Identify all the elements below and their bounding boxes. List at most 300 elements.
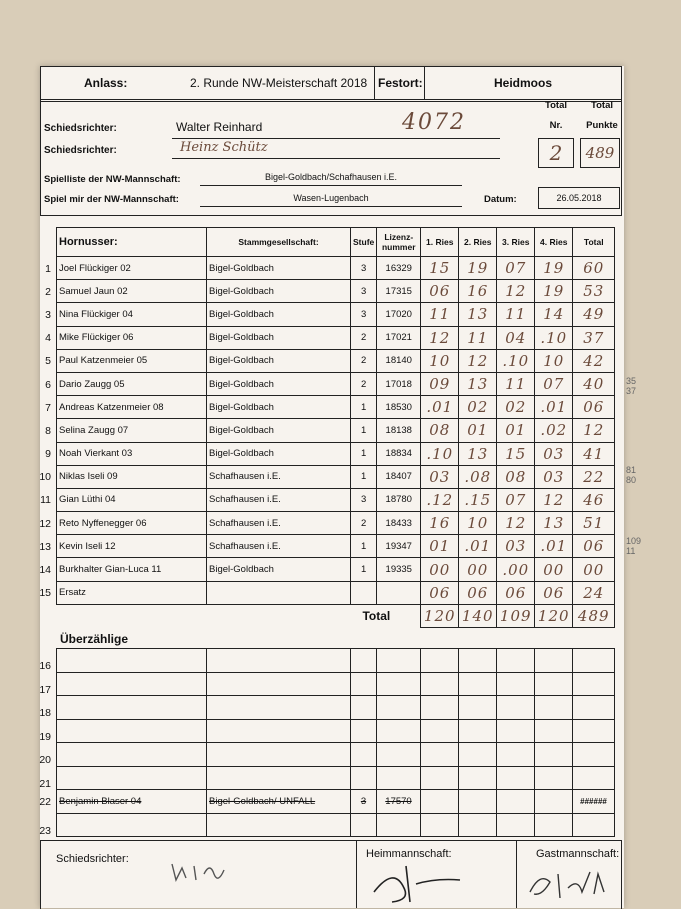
row-number: 5	[45, 355, 51, 368]
col-stufe: Stufe	[351, 228, 377, 257]
player-name: Joel Flückiger 02	[59, 262, 131, 274]
cell-club: Bigel-Goldbach	[207, 326, 351, 349]
cell-total	[573, 719, 615, 743]
player-name: Reto Nyffenegger 06	[59, 517, 147, 529]
cell-stufe: 1	[351, 419, 377, 442]
cell-ries-3: 02	[497, 396, 535, 419]
cell-lizenz: 18407	[377, 465, 421, 488]
total-nr-label: Total Nr.	[545, 100, 567, 131]
cell-ries	[497, 672, 535, 696]
cell-total: 06	[573, 396, 615, 419]
cell-ries-1: .10	[421, 442, 459, 465]
player-name: Mike Flückiger 06	[59, 332, 134, 344]
cell-ries	[535, 672, 573, 696]
datum-label: Datum:	[484, 194, 517, 205]
spielliste-value: Bigel-Goldbach/Schafhausen i.E.	[200, 172, 462, 186]
footer-heim-label: Heimmannschaft:	[366, 848, 452, 860]
uberzaehlige-row	[57, 766, 615, 790]
spielliste-label: Spielliste der NW-Mannschaft:	[44, 174, 181, 185]
cell-club	[207, 649, 351, 673]
cell-ries-2: 10	[459, 512, 497, 535]
cell-lizenz: 17570	[377, 790, 421, 814]
cell-total	[573, 766, 615, 790]
cell-name	[45, 326, 207, 349]
col-total: Total	[573, 228, 615, 257]
cell-ries-3: 11	[497, 372, 535, 395]
cell-total: 12	[573, 419, 615, 442]
col-lizenz: Lizenz-nummer	[377, 228, 421, 257]
cell-club	[207, 813, 351, 837]
side-note-10: 81 80	[626, 465, 637, 485]
cell-total: 22	[573, 465, 615, 488]
cell-ries	[459, 743, 497, 767]
cell-total	[573, 696, 615, 720]
cell-name	[45, 257, 207, 280]
player-name: Samuel Jaun 02	[59, 285, 128, 297]
cell-club	[207, 743, 351, 767]
cell-lizenz: 16329	[377, 257, 421, 280]
row-number: 15	[39, 587, 51, 600]
total-sum: 489	[573, 604, 615, 627]
cell-ries-4: 03	[535, 465, 573, 488]
cell-total: 41	[573, 442, 615, 465]
cell-club: Bigel-Goldbach	[207, 349, 351, 372]
cell-ries-2: .08	[459, 465, 497, 488]
cell-lizenz: 18834	[377, 442, 421, 465]
cell-ries-4: 00	[535, 558, 573, 581]
cell-club: Bigel-Goldbach	[207, 280, 351, 303]
cell-lizenz	[377, 766, 421, 790]
cell-club: Bigel-Goldbach	[207, 396, 351, 419]
cell-total: 37	[573, 326, 615, 349]
cell-ries-4: .01	[535, 396, 573, 419]
cell-club	[207, 766, 351, 790]
cell-ries-1: 16	[421, 512, 459, 535]
cell-name	[39, 790, 207, 814]
main-table	[39, 227, 615, 628]
row-number: 14	[39, 564, 51, 577]
cell-name	[39, 766, 207, 790]
player-name: Kevin Iseli 12	[59, 540, 116, 552]
player-name: Nina Flückiger 04	[59, 308, 133, 320]
table-row	[57, 396, 615, 419]
player-name: Andreas Katzenmeier 08	[59, 401, 164, 413]
cell-ries-2: 13	[459, 372, 497, 395]
signature-schiedsrichter	[168, 856, 248, 886]
cell-name	[39, 649, 207, 673]
row-number: 21	[39, 777, 51, 790]
cell-ries-2: 01	[459, 419, 497, 442]
cell-stufe	[351, 766, 377, 790]
player-name: Noah Vierkant 03	[59, 448, 133, 460]
row-number: 7	[45, 401, 51, 414]
cell-ries-1: 06	[421, 581, 459, 604]
cell-lizenz	[377, 649, 421, 673]
cell-ries	[421, 790, 459, 814]
cell-ries-2: 13	[459, 303, 497, 326]
uberzaehlige-row	[57, 672, 615, 696]
cell-ries-2: 13	[459, 442, 497, 465]
cell-name	[45, 396, 207, 419]
cell-stufe: 1	[351, 535, 377, 558]
cell-total: 60	[573, 257, 615, 280]
cell-ries-1: 03	[421, 465, 459, 488]
cell-club: Bigel-Goldbach	[207, 257, 351, 280]
cell-name	[39, 512, 207, 535]
anlass-value: 2. Runde NW-Meisterschaft 2018	[190, 76, 368, 90]
cell-ries-2: .15	[459, 488, 497, 511]
cell-total	[573, 743, 615, 767]
row-number: 2	[45, 285, 51, 298]
row-number: 3	[45, 308, 51, 321]
cell-ries	[497, 790, 535, 814]
cell-ries-3: .00	[497, 558, 535, 581]
cell-ries-2: 06	[459, 581, 497, 604]
cell-lizenz: 17018	[377, 372, 421, 395]
cell-stufe: 3	[351, 303, 377, 326]
table-row	[57, 303, 615, 326]
uberzaehlige-row	[57, 743, 615, 767]
cell-club: Schafhausen i.E.	[207, 465, 351, 488]
cell-total: 00	[573, 558, 615, 581]
cell-ries	[421, 813, 459, 837]
table-row	[57, 465, 615, 488]
cell-stufe: 2	[351, 372, 377, 395]
cell-name	[45, 442, 207, 465]
uberzaehlige-title: Überzählige	[60, 632, 129, 646]
cell-ries-2: 02	[459, 396, 497, 419]
player-name: Benjamin Blaser 04	[59, 795, 142, 807]
cell-lizenz	[377, 813, 421, 837]
cell-stufe	[351, 719, 377, 743]
row-number: 4	[45, 332, 51, 345]
schiedsrichter-2-value: Heinz Schütz	[180, 140, 268, 155]
cell-lizenz	[377, 719, 421, 743]
cell-ries	[497, 719, 535, 743]
table-row	[57, 280, 615, 303]
total-r3: 109	[497, 604, 535, 627]
row-number: 8	[45, 424, 51, 437]
table-row	[57, 326, 615, 349]
player-name: Dario Zaugg 05	[59, 378, 125, 390]
footer-divider-1	[356, 840, 357, 908]
cell-ries	[421, 672, 459, 696]
table-row	[57, 488, 615, 511]
cell-ries	[535, 743, 573, 767]
table-row	[57, 558, 615, 581]
cell-ries	[535, 766, 573, 790]
anlass-label: Anlass:	[84, 76, 128, 90]
cell-ries-4: 19	[535, 257, 573, 280]
spiel-mir-value: Wasen-Lugenbach	[200, 193, 462, 207]
cell-ries-4: 14	[535, 303, 573, 326]
signature-heim	[366, 862, 476, 906]
cell-ries	[459, 766, 497, 790]
header-divider	[374, 66, 375, 100]
cell-ries-1: 11	[421, 303, 459, 326]
cell-ries-4: 03	[535, 442, 573, 465]
festort-label: Festort:	[378, 76, 423, 90]
cell-lizenz: 18530	[377, 396, 421, 419]
row-number: 18	[39, 707, 51, 720]
cell-name	[39, 558, 207, 581]
cell-name	[45, 280, 207, 303]
uberzaehlige-table	[39, 648, 615, 837]
cell-ries	[497, 766, 535, 790]
cell-name	[40, 488, 207, 511]
cell-lizenz: 17020	[377, 303, 421, 326]
cell-total: 51	[573, 512, 615, 535]
cell-ries-3: 07	[497, 488, 535, 511]
cell-stufe: 3	[351, 280, 377, 303]
uberzaehlige-row	[57, 719, 615, 743]
schiedsrichter-1-line	[172, 138, 500, 139]
cell-ries-2: 11	[459, 326, 497, 349]
cell-ries-4: 12	[535, 488, 573, 511]
cell-stufe: 2	[351, 512, 377, 535]
signature-gast	[524, 864, 620, 904]
cell-name	[39, 719, 207, 743]
table-row	[57, 512, 615, 535]
cell-ries-3: 11	[497, 303, 535, 326]
cell-name	[39, 813, 207, 837]
total-punkte-label: Total Punkte	[586, 100, 618, 131]
cell-ries	[497, 649, 535, 673]
schiedsrichter-label-2: Schiedsrichter:	[44, 145, 117, 156]
cell-ries	[421, 649, 459, 673]
schiedsrichter-label-1: Schiedsrichter:	[44, 123, 117, 134]
cell-ries-1: .01	[421, 396, 459, 419]
total-label: Total	[57, 604, 421, 627]
cell-lizenz: 18140	[377, 349, 421, 372]
cell-stufe	[351, 743, 377, 767]
col-ries-4: 4. Ries	[535, 228, 573, 257]
row-number: 17	[39, 683, 51, 696]
cell-lizenz: 19335	[377, 558, 421, 581]
cell-name	[45, 349, 207, 372]
cell-lizenz: 18138	[377, 419, 421, 442]
total-nr-value: 2	[538, 138, 574, 168]
cell-ries-3: 07	[497, 257, 535, 280]
footer-divider-2	[516, 840, 517, 908]
col-ries-2: 2. Ries	[459, 228, 497, 257]
cell-ries	[421, 696, 459, 720]
col-stammgesellschaft: Stammgesellschaft:	[207, 228, 351, 257]
total-r4: 120	[535, 604, 573, 627]
cell-name	[39, 465, 207, 488]
footer-gast-label: Gastmannschaft:	[536, 848, 620, 860]
schiedsrichter-2-line	[172, 158, 500, 159]
cell-stufe: 1	[351, 442, 377, 465]
cell-name	[39, 743, 207, 767]
cell-ries-2: 00	[459, 558, 497, 581]
cell-stufe: 1	[351, 396, 377, 419]
cell-ries-4: 10	[535, 349, 573, 372]
cell-lizenz: 17315	[377, 280, 421, 303]
cell-ries-3: 15	[497, 442, 535, 465]
row-number: 12	[39, 517, 51, 530]
total-r2: 140	[459, 604, 497, 627]
player-name: Ersatz	[59, 587, 86, 599]
cell-club: Bigel-Goldbach	[207, 372, 351, 395]
row-number: 16	[39, 660, 51, 673]
col-ries-3: 3. Ries	[497, 228, 535, 257]
cell-ries	[421, 743, 459, 767]
cell-ries-4: .02	[535, 419, 573, 442]
cell-club	[207, 581, 351, 604]
main-table-wrap	[39, 227, 615, 628]
cell-ries-4: .10	[535, 326, 573, 349]
player-name: Niklas Iseli 09	[59, 471, 118, 483]
cell-ries-3: .10	[497, 349, 535, 372]
table-row	[57, 372, 615, 395]
cell-stufe	[351, 649, 377, 673]
cell-ries-1: .12	[421, 488, 459, 511]
cell-stufe	[351, 813, 377, 837]
cell-stufe	[351, 581, 377, 604]
cell-ries-2: 16	[459, 280, 497, 303]
cell-ries-2: 19	[459, 257, 497, 280]
cell-stufe	[351, 696, 377, 720]
cell-ries	[497, 813, 535, 837]
cell-lizenz: 17021	[377, 326, 421, 349]
side-note-6: 35 37	[626, 376, 637, 396]
row-number: 1	[45, 262, 51, 275]
cell-lizenz: 19347	[377, 535, 421, 558]
row-number: 22	[39, 795, 51, 808]
schiedsrichter-1-value: Walter Reinhard	[176, 120, 263, 134]
total-r1: 120	[421, 604, 459, 627]
cell-total: 53	[573, 280, 615, 303]
row-number: 20	[39, 754, 51, 767]
cell-ries-3: 12	[497, 280, 535, 303]
cell-ries-3: 08	[497, 465, 535, 488]
cell-total: 40	[573, 372, 615, 395]
cell-ries-2: .01	[459, 535, 497, 558]
cell-ries-1: 08	[421, 419, 459, 442]
cell-ries-3: 12	[497, 512, 535, 535]
cell-stufe	[351, 672, 377, 696]
cell-ries	[535, 649, 573, 673]
cell-total	[573, 813, 615, 837]
score-sheet	[39, 66, 642, 908]
cell-club: Bigel-Goldbach	[207, 303, 351, 326]
cell-club: Bigel-Goldbach	[207, 442, 351, 465]
table-row	[57, 442, 615, 465]
cell-ries-4: 06	[535, 581, 573, 604]
col-hornusser: Hornusser:	[57, 228, 207, 257]
cell-ries-4: 13	[535, 512, 573, 535]
cell-ries-3: 04	[497, 326, 535, 349]
cell-ries-1: 15	[421, 257, 459, 280]
cell-lizenz	[377, 743, 421, 767]
row-number: 23	[39, 824, 51, 837]
cell-ries-3: 01	[497, 419, 535, 442]
cell-lizenz: 18780	[377, 488, 421, 511]
player-name: Paul Katzenmeier 05	[59, 355, 148, 367]
row-number: 13	[39, 540, 51, 553]
cell-ries	[459, 813, 497, 837]
cell-club: Schafhausen i.E.	[207, 488, 351, 511]
cell-stufe: 3	[351, 257, 377, 280]
side-note-13: 109 11	[626, 536, 642, 556]
cell-ries	[535, 790, 573, 814]
cell-total: 49	[573, 303, 615, 326]
row-number: 6	[45, 378, 51, 391]
cell-total: 46	[573, 488, 615, 511]
row-number: 11	[40, 494, 51, 507]
spiel-mir-label: Spiel mir der NW-Mannschaft:	[44, 194, 179, 205]
cell-stufe: 2	[351, 326, 377, 349]
cell-name	[39, 581, 207, 604]
cell-total	[573, 672, 615, 696]
row-number: 9	[45, 448, 51, 461]
cell-total	[573, 649, 615, 673]
cell-club: Bigel-Goldbach/ UNFALL	[207, 790, 351, 814]
uberzaehlige-row	[57, 696, 615, 720]
cell-ries-4: 07	[535, 372, 573, 395]
table-row	[57, 349, 615, 372]
player-name: Gian Lüthi 04	[59, 494, 116, 506]
cell-ries	[459, 649, 497, 673]
cell-ries	[459, 672, 497, 696]
table-row	[57, 419, 615, 442]
cell-stufe: 2	[351, 349, 377, 372]
festort-value: Heidmoos	[494, 76, 553, 90]
cell-ries-1: 01	[421, 535, 459, 558]
cell-name	[45, 372, 207, 395]
cell-total: 24	[573, 581, 615, 604]
uberzaehlige-row	[57, 790, 615, 814]
cell-total: 06	[573, 535, 615, 558]
schiedsrichter-1-code: 4072	[402, 110, 466, 135]
row-number: 19	[39, 730, 51, 743]
uberzaehlige-row	[57, 813, 615, 837]
cell-ries-3: 06	[497, 581, 535, 604]
cell-club	[207, 672, 351, 696]
cell-ries-3: 03	[497, 535, 535, 558]
cell-ries	[497, 696, 535, 720]
cell-ries-1: 12	[421, 326, 459, 349]
cell-name	[45, 419, 207, 442]
cell-total: 42	[573, 349, 615, 372]
cell-club	[207, 719, 351, 743]
player-name: Selina Zaugg 07	[59, 424, 129, 436]
cell-ries	[459, 696, 497, 720]
cell-club: Schafhausen i.E.	[207, 512, 351, 535]
cell-ries-4: .01	[535, 535, 573, 558]
col-ries-1: 1. Ries	[421, 228, 459, 257]
cell-ries-2: 12	[459, 349, 497, 372]
cell-ries-1: 09	[421, 372, 459, 395]
cell-ries-1: 00	[421, 558, 459, 581]
cell-lizenz	[377, 581, 421, 604]
cell-ries	[459, 790, 497, 814]
row-number: 10	[39, 471, 51, 484]
cell-stufe: 3	[351, 790, 377, 814]
cell-stufe: 1	[351, 558, 377, 581]
table-row	[57, 535, 615, 558]
footer-schiedsrichter-label: Schiedsrichter:	[56, 853, 129, 865]
cell-ries	[421, 766, 459, 790]
cell-ries-1: 06	[421, 280, 459, 303]
cell-ries	[535, 696, 573, 720]
uberzaehlige-table-wrap	[39, 648, 615, 837]
cell-name	[39, 672, 207, 696]
table-row	[57, 257, 615, 280]
cell-ries	[421, 719, 459, 743]
cell-club: Bigel-Goldbach	[207, 419, 351, 442]
